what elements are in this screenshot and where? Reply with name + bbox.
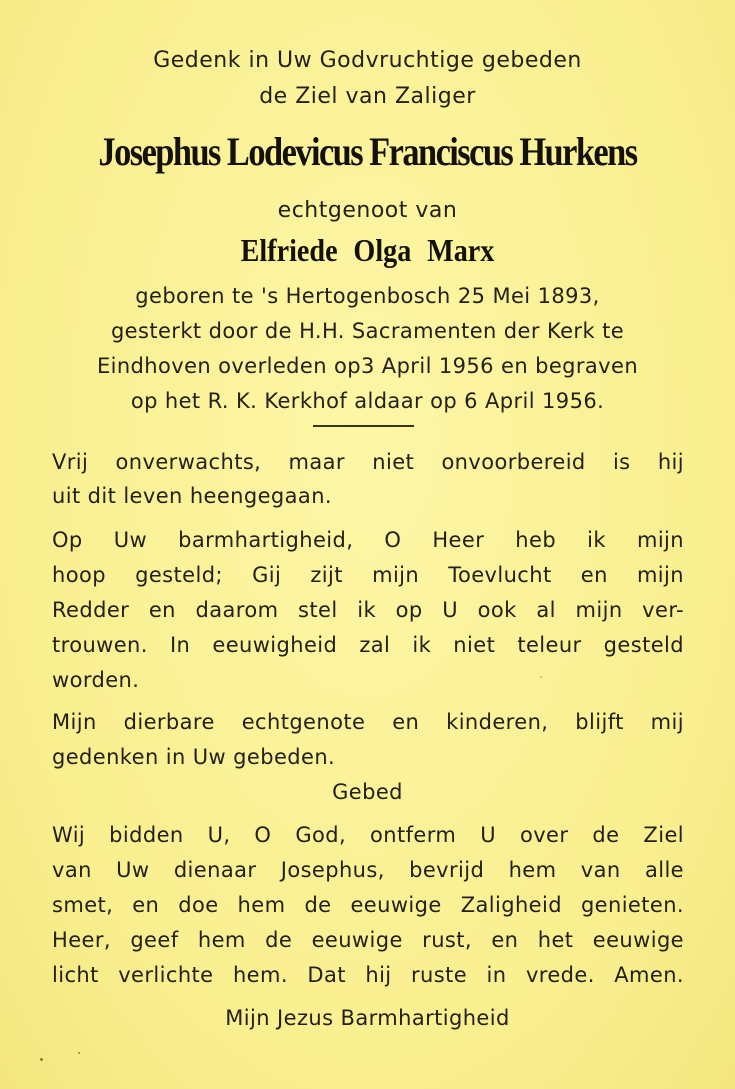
paragraph2-line-5: worden.	[52, 668, 140, 692]
paragraph2-line-3: Redder en daarom stel ik op U ook al mijn ver-	[52, 598, 684, 622]
paper-speck	[78, 1052, 80, 1054]
section-divider	[313, 425, 414, 427]
paper-speck	[540, 676, 542, 678]
prayer-line-3: smet, en doe hem de eeuwige Zaligheid genieten.	[52, 893, 684, 917]
heading-line-2: de Ziel van Zaliger	[259, 84, 476, 109]
heading-line-1: Gedenk in Uw Godvruchtige gebeden	[153, 48, 582, 73]
closing-line: Mijn Jezus Barmhartigheid	[225, 1006, 510, 1030]
relation-label: echtgenoot van	[277, 198, 458, 223]
paragraph3-line-1: Mijn dierbare echtgenote en kinderen, blijft mij	[52, 710, 684, 734]
prayer-line-4: Heer, geef hem de eeuwige rust, en het eeuwige	[52, 928, 684, 952]
spouse-name: Elfriede Olga Marx	[240, 232, 495, 268]
biography-line-4: op het R. K. Kerkhof aldaar op 6 April 1956.	[130, 389, 605, 413]
paragraph2-line-2: hoop gesteld; Gij zijt mijn Toevlucht en mijn	[52, 563, 684, 587]
biography-line-3: Eindhoven overleden op3 April 1956 en begraven	[96, 354, 639, 378]
deceased-name: Josephus Lodevicus Franciscus Hurkens	[98, 129, 637, 174]
prayer-line-1: Wij bidden U, O God, ontferm U over de Ziel	[52, 823, 684, 847]
paragraph2-line-4: trouwen. In eeuwigheid zal ik niet teleur gesteld	[52, 633, 684, 657]
paragraph3-line-2: gedenken in Uw gebeden.	[52, 745, 336, 769]
paragraph1-line-1: Vrij onverwachts, maar niet onvoorbereid is hij	[52, 450, 684, 474]
paper-speck	[40, 1058, 43, 1061]
prayer-line-5: licht verlichte hem. Dat hij ruste in vrede. Amen.	[52, 963, 684, 987]
prayer-title: Gebed	[332, 780, 403, 804]
paragraph1-line-2: uit dit leven heengegaan.	[52, 484, 332, 508]
biography-line-1: geboren te 's Hertogenbosch 25 Mei 1893,	[135, 284, 600, 308]
paragraph2-line-1: Op Uw barmhartigheid, O Heer heb ik mijn	[52, 528, 684, 552]
prayer-line-2: van Uw dienaar Josephus, bevrijd hem van alle	[52, 858, 684, 882]
biography-line-2: gesterkt door de H.H. Sacramenten der Kerk te	[110, 319, 625, 343]
